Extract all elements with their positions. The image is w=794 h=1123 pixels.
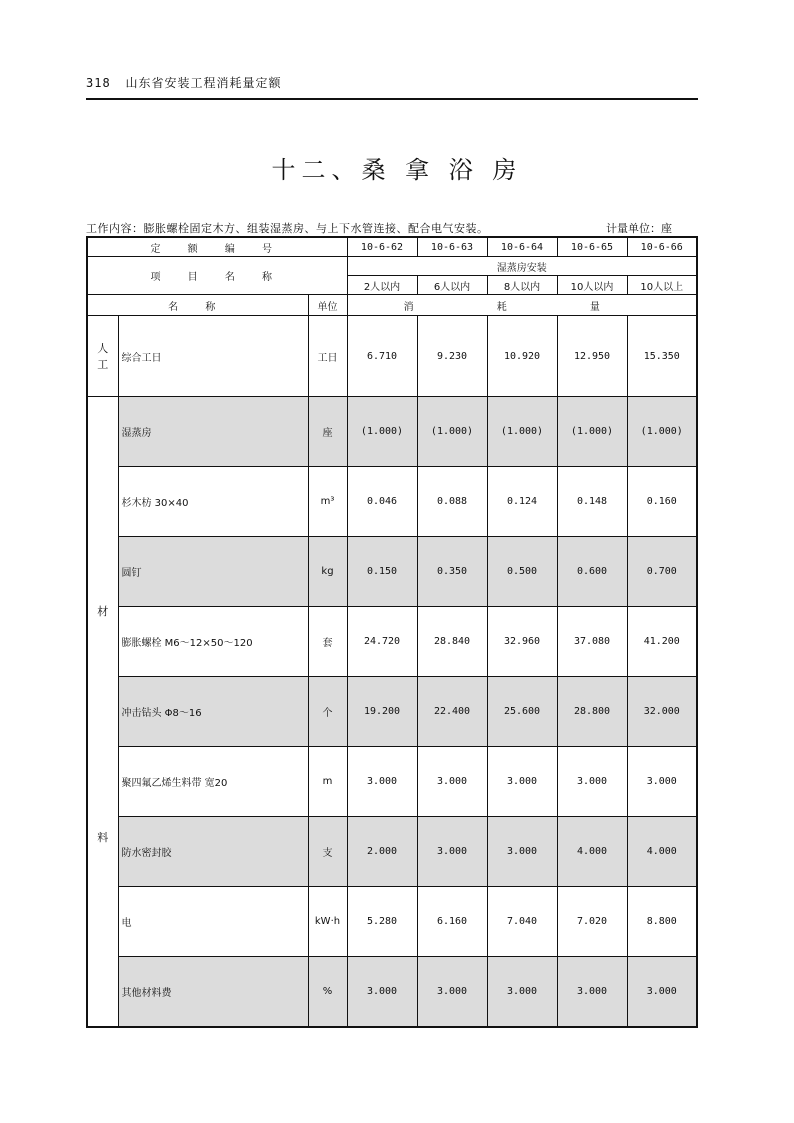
unit-col-label: 单位: [308, 295, 347, 316]
value-cell: 3.000: [347, 957, 417, 1028]
item-name: 其他材料费: [118, 957, 308, 1028]
value-cell: 0.350: [417, 537, 487, 607]
quota-table: [86, 236, 698, 1028]
column-header-row: [87, 295, 697, 316]
page-header: [86, 74, 282, 91]
value-cell: 9.230: [417, 316, 487, 397]
value-cell: 37.080: [557, 607, 627, 677]
value-cell: 5.280: [347, 887, 417, 957]
value-cell: 19.200: [347, 677, 417, 747]
section-title: 十二、桑 拿 浴 房: [271, 156, 523, 184]
item-unit: 座: [308, 397, 347, 467]
table-row: [87, 316, 697, 397]
item-unit: kg: [308, 537, 347, 607]
value-cell: 41.200: [627, 607, 697, 677]
value-cell: (1.000): [627, 397, 697, 467]
value-cell: 6.710: [347, 316, 417, 397]
value-cell: (1.000): [347, 397, 417, 467]
name-col-label: 名 称: [87, 295, 308, 316]
code-cell: 10-6-63: [417, 237, 487, 257]
value-cell: 32.960: [487, 607, 557, 677]
code-cell: 10-6-65: [557, 237, 627, 257]
table-row: [87, 397, 697, 467]
item-unit: 套: [308, 607, 347, 677]
group-label: 湿蒸房安装: [347, 257, 697, 276]
value-cell: 0.700: [627, 537, 697, 607]
table-row: [87, 817, 697, 887]
table-row: [87, 957, 697, 1028]
material-category-cell: [87, 397, 118, 1028]
size-cell: 8人以内: [487, 276, 557, 295]
item-unit: %: [308, 957, 347, 1028]
table-row: [87, 747, 697, 817]
item-name: 膨胀螺栓 M6～12×50～120: [118, 607, 308, 677]
size-cell: 6人以内: [417, 276, 487, 295]
table-row: [87, 887, 697, 957]
value-cell: 24.720: [347, 607, 417, 677]
page-number: 318: [86, 76, 111, 90]
table-row: [87, 537, 697, 607]
code-cell: 10-6-66: [627, 237, 697, 257]
value-cell: 3.000: [417, 817, 487, 887]
value-cell: 3.000: [487, 957, 557, 1028]
item-name: 防水密封胶: [118, 817, 308, 887]
work-content: 工作内容：膨胀螺栓固定木方、组装湿蒸房、与上下水管连接、配合电气安装。: [86, 222, 489, 235]
value-cell: 8.800: [627, 887, 697, 957]
item-name: 冲击钻头 Φ8～16: [118, 677, 308, 747]
value-cell: 4.000: [627, 817, 697, 887]
value-cell: 28.840: [417, 607, 487, 677]
item-unit: 支: [308, 817, 347, 887]
item-name: 综合工日: [118, 316, 308, 397]
value-cell: 22.400: [417, 677, 487, 747]
value-cell: 3.000: [627, 957, 697, 1028]
value-cell: 0.150: [347, 537, 417, 607]
table-row: [87, 607, 697, 677]
value-cell: 3.000: [557, 957, 627, 1028]
code-cell: 10-6-62: [347, 237, 417, 257]
value-cell: 12.950: [557, 316, 627, 397]
value-cell: 10.920: [487, 316, 557, 397]
item-name: 聚四氟乙烯生料带 宽20: [118, 747, 308, 817]
table-row: [87, 467, 697, 537]
group-row: [87, 257, 697, 276]
value-cell: 15.350: [627, 316, 697, 397]
item-unit: m³: [308, 467, 347, 537]
value-cell: 0.500: [487, 537, 557, 607]
value-cell: 3.000: [557, 747, 627, 817]
value-cell: (1.000): [487, 397, 557, 467]
value-cell: 28.800: [557, 677, 627, 747]
measure-unit: 计量单位：座: [606, 222, 672, 235]
table-row: [87, 677, 697, 747]
item-name-label: 项 目 名 称: [87, 257, 347, 295]
size-cell: 2人以内: [347, 276, 417, 295]
value-cell: (1.000): [557, 397, 627, 467]
value-cell: 32.000: [627, 677, 697, 747]
value-cell: (1.000): [417, 397, 487, 467]
value-cell: 7.040: [487, 887, 557, 957]
item-unit: kW·h: [308, 887, 347, 957]
labor-category-char: 工: [97, 358, 109, 371]
code-label: 定 额 编 号: [87, 237, 347, 257]
value-cell: 0.046: [347, 467, 417, 537]
value-cell: 0.088: [417, 467, 487, 537]
code-row: [87, 237, 697, 257]
item-name: 圆钉: [118, 537, 308, 607]
item-name: 湿蒸房: [118, 397, 308, 467]
value-cell: 0.124: [487, 467, 557, 537]
value-cell: 0.148: [557, 467, 627, 537]
value-cell: 3.000: [487, 817, 557, 887]
item-unit: 个: [308, 677, 347, 747]
value-cell: 4.000: [557, 817, 627, 887]
header-rule: [86, 98, 698, 100]
value-cell: 2.000: [347, 817, 417, 887]
item-unit: 工日: [308, 316, 347, 397]
item-unit: m: [308, 747, 347, 817]
book-title: 山东省安装工程消耗量定额: [125, 76, 282, 90]
consumption-label: 消 耗 量: [347, 295, 697, 316]
value-cell: 25.600: [487, 677, 557, 747]
value-cell: 3.000: [347, 747, 417, 817]
material-category-char: 材: [97, 605, 109, 618]
item-name: 电: [118, 887, 308, 957]
code-cell: 10-6-64: [487, 237, 557, 257]
value-cell: 6.160: [417, 887, 487, 957]
value-cell: 3.000: [487, 747, 557, 817]
value-cell: 7.020: [557, 887, 627, 957]
value-cell: 0.600: [557, 537, 627, 607]
value-cell: 3.000: [417, 747, 487, 817]
value-cell: 3.000: [417, 957, 487, 1028]
labor-category-cell: [87, 316, 118, 397]
size-cell: 10人以上: [627, 276, 697, 295]
labor-category-char: 人: [97, 342, 109, 355]
value-cell: 0.160: [627, 467, 697, 537]
value-cell: 3.000: [627, 747, 697, 817]
material-category-char: 料: [97, 831, 109, 844]
size-cell: 10人以内: [557, 276, 627, 295]
item-name: 杉木枋 30×40: [118, 467, 308, 537]
